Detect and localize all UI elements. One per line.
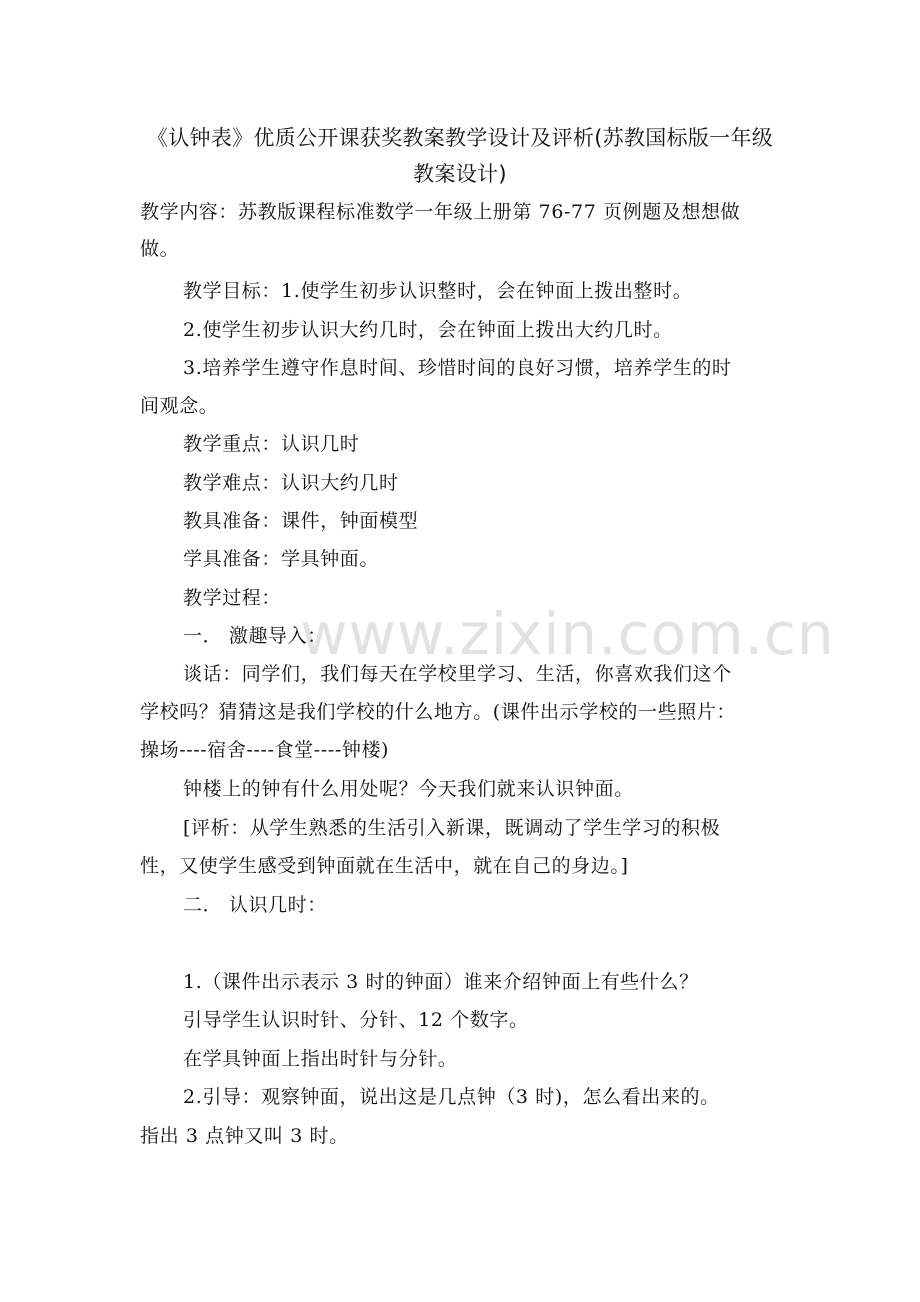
commentary-line: 性，又使学生感受到钟面就在生活中，就在自己的身边。] [140,855,629,877]
body-line: 指出 3 点钟又叫 3 时。 [140,1125,349,1147]
body-line: 3.培养学生遵守作息时间、珍惜时间的良好习惯，培养学生的时 [183,357,732,379]
document-title [140,120,780,192]
body-line: 2.使学生初步认识大约几时，会在钟面上拨出大约几时。 [183,319,673,341]
body-line: 1.（课件出示表示 3 时的钟面）谁来介绍钟面上有些什么？ [183,971,699,993]
body-line: 教具准备：课件，钟面模型 [183,510,419,532]
body-line: 做。 [140,238,180,260]
watermark: www.zixin.com.cn [300,600,835,668]
body-line: 引导学生认识时针、分针、12 个数字。 [183,1009,529,1031]
body-line: 教学目标：1.使学生初步认识整时，会在钟面上拨出整时。 [183,280,693,302]
body-line: 学具准备：学具钟面。 [183,548,380,570]
title-line-2: 教案设计) [413,162,507,186]
section-heading: 一． 激趣导入： [183,625,327,647]
body-line: 教学内容：苏教版课程标准数学一年级上册第 76-77 页例题及想想做 [140,201,741,223]
section-heading: 二． 认识几时： [183,894,327,916]
commentary-line: [评析：从学生熟悉的生活引入新课，既调动了学生学习的积极 [183,817,721,839]
body-line: 在学具钟面上指出时针与分针。 [183,1048,458,1070]
body-line: 教学过程： [183,587,282,609]
body-line: 学校吗？猜猜这是我们学校的什么地方。(课件出示学校的一些照片： [140,701,737,723]
body-line: 钟楼上的钟有什么用处呢？今天我们就来认识钟面。 [183,778,634,800]
body-line: 教学难点：认识大约几时 [183,472,399,494]
body-line: 间观念。 [140,395,219,417]
title-line-1: 《认钟表》优质公开课获奖教案教学设计及评析(苏教国标版一年级 [146,126,774,150]
body-line: 谈话：同学们，我们每天在学校里学习、生活，你喜欢我们这个 [183,663,732,685]
body-line: 教学重点：认识几时 [183,433,360,455]
body-line: 操场----宿舍----食堂----钟楼) [140,739,390,761]
body-line: 2.引导：观察钟面，说出这是几点钟（3 时)，怎么看出来的。 [183,1086,720,1108]
